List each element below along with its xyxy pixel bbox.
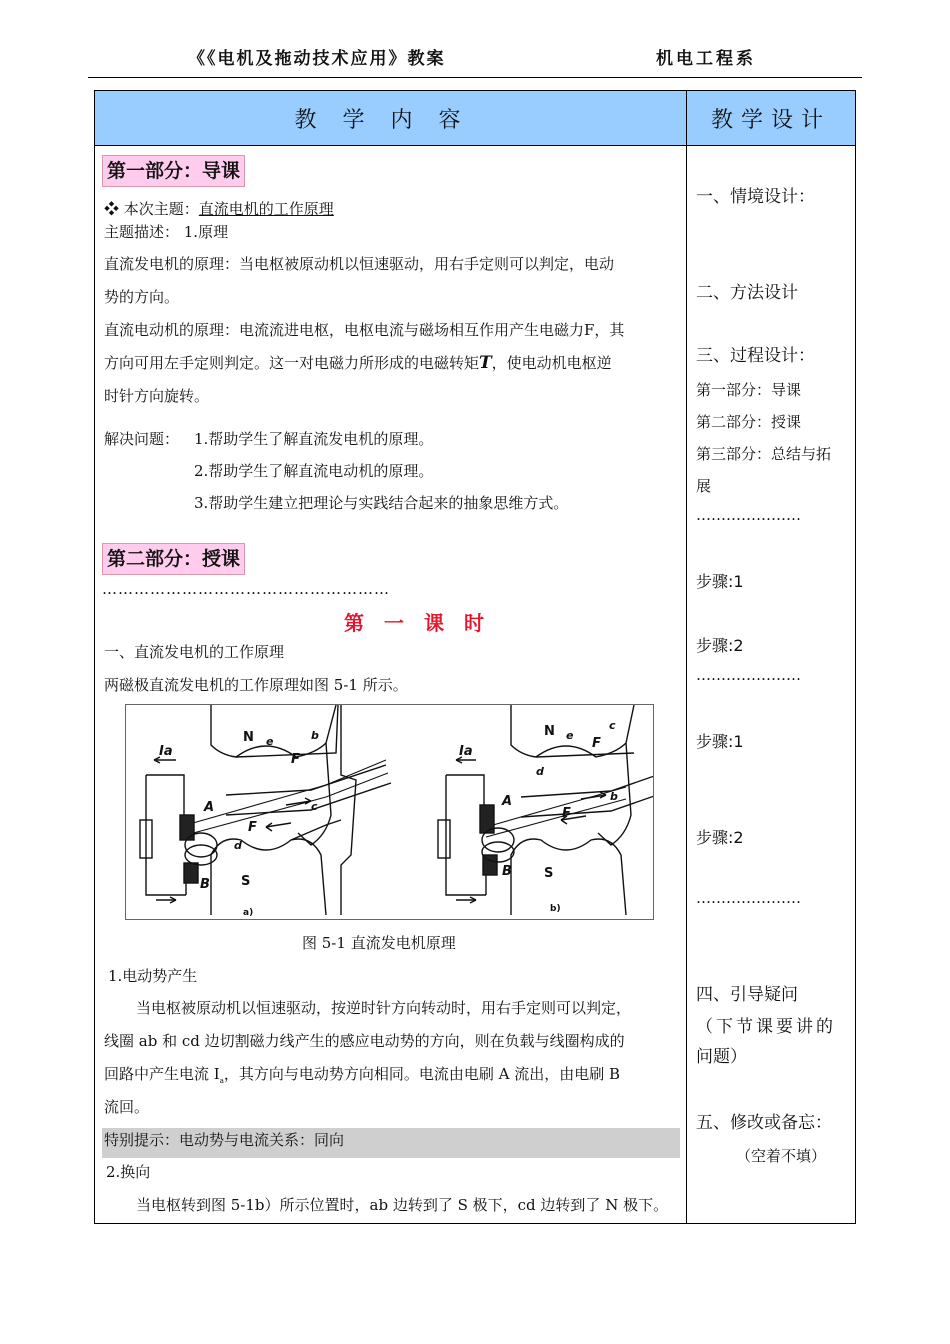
brush-b-label: B: [200, 877, 210, 892]
current-label: Ia: [159, 744, 173, 759]
current-label: Ia: [459, 744, 473, 759]
special-tip: 特别提示：电动势与电流关系：同向: [104, 1131, 345, 1149]
notes-placeholder: （空着不填）: [736, 1147, 827, 1165]
side-c-label: c: [311, 800, 318, 813]
column-divider: [686, 90, 687, 1224]
generator-principle-line1: 直流发电机的原理：当电枢被原动机以恒速驱动，用右手定则可以判定，电动: [104, 255, 615, 273]
section-heading: 一、直流发电机的工作原理: [104, 643, 285, 661]
motor-principle-text: 方向可用左手定则判定。这一对电磁力所形成的电磁转矩: [104, 354, 480, 372]
motor-principle-line2: [104, 353, 612, 373]
emf-paragraph-line: 当电枢被原动机以恒速驱动，按逆时针方向转动时，用右手定则可以判定，: [136, 999, 632, 1017]
emf-subtitle: 1.电动势产生: [108, 967, 198, 985]
force-label: F: [248, 820, 257, 835]
process-design: 三、过程设计：: [696, 346, 815, 366]
brush-b-label: B: [502, 864, 512, 879]
topic-value: 直流电机的工作原理: [198, 200, 334, 218]
brush-a-label: A: [502, 794, 513, 809]
page-header: [0, 44, 950, 68]
figure-intro: 两磁极直流发电机的工作原理如图 5-1 所示。: [104, 676, 408, 694]
process-item: 第三部分：总结与拓: [696, 445, 832, 463]
force-label: F: [562, 806, 571, 821]
commutation-subtitle: 2.换向: [106, 1163, 151, 1181]
emf-label: e: [266, 735, 274, 748]
process-item: 第一部分：导课: [696, 381, 802, 399]
topic-description: 主题描述： 1.原理: [104, 223, 229, 241]
figure-caption: 图 5-1 直流发电机原理: [302, 934, 456, 952]
side-b-label: b: [311, 729, 319, 742]
department-name: 机电工程系: [656, 49, 756, 69]
generator-principle-line2: 势的方向。: [104, 288, 180, 306]
topic-label: ❖ 本次主题：: [104, 200, 199, 218]
side-d-label: d: [536, 765, 544, 778]
force-label: F: [291, 752, 300, 767]
column-header-content: 教学内容: [95, 91, 686, 146]
dotted-separator: …………………: [696, 506, 801, 524]
part1-title: 第一部分：导课: [102, 155, 245, 187]
commutation-paragraph: 当电枢转到图 5-1b）所示位置时，ab 边转到了 S 极下，cd 边转到了 N 极下。: [136, 1196, 669, 1214]
pole-n-label: N: [544, 724, 555, 739]
side-c-label: c: [609, 719, 616, 732]
side-b-label: b: [610, 790, 618, 803]
emf-text-end: ，其方向与电动势方向相同。电流由电刷 A 流出，由电刷 B: [223, 1065, 621, 1083]
header-rule: [88, 77, 862, 78]
motor-principle-line1: 直流电动机的原理：电流流进电枢，电枢电流与磁场相互作用产生电磁力F，其: [104, 321, 625, 339]
dc-generator-diagram: [126, 705, 653, 919]
subfigure-a-label: a): [243, 908, 254, 918]
subfigure-b-label: b): [550, 904, 561, 914]
motor-principle-text-end: ，使电动机电枢逆: [491, 354, 612, 372]
step-label: 步骤:2: [696, 828, 744, 847]
step-label: 步骤:2: [696, 636, 744, 655]
document-title: 《《电机及拖动技术应用》教案: [188, 49, 446, 69]
dc-generator-figure: [125, 704, 654, 920]
solve-item: 2.帮助学生了解直流电动机的原理。: [194, 462, 434, 480]
guide-questions-line: 问题）: [696, 1047, 747, 1067]
dotted-separator: …………………: [696, 889, 801, 907]
emf-label: e: [566, 729, 574, 742]
brush-a-label: A: [204, 800, 215, 815]
column-header-design: 教学设计: [687, 91, 855, 146]
force-label: F: [592, 736, 601, 751]
dotted-separator: …………………: [696, 666, 801, 684]
emf-paragraph-line: [104, 1064, 620, 1091]
solve-label: 解决问题：: [104, 430, 180, 448]
solve-item: 1.帮助学生了解直流发电机的原理。: [194, 430, 434, 448]
process-item: 展: [696, 477, 712, 495]
step-label: 步骤:1: [696, 572, 744, 591]
method-design: 二、方法设计: [696, 283, 798, 303]
dotted-separator: ………………………………………………: [102, 580, 390, 598]
pole-s-label: S: [544, 866, 554, 881]
notes-title: 五、修改或备忘：: [696, 1113, 832, 1133]
step-label: 步骤:1: [696, 732, 744, 751]
torque-symbol: T: [479, 353, 492, 373]
current-subscript: a: [219, 1077, 224, 1085]
part2-title: 第二部分：授课: [102, 543, 245, 575]
pole-n-label: N: [243, 730, 254, 745]
solve-item: 3.帮助学生建立把理论与实践结合起来的抽象思维方式。: [194, 494, 569, 512]
pole-s-label: S: [241, 874, 251, 889]
side-d-label: d: [234, 839, 242, 852]
emf-text: 回路中产生电流 I: [104, 1065, 220, 1083]
process-item: 第二部分：授课: [696, 413, 802, 431]
emf-paragraph-line: 流回。: [104, 1098, 150, 1116]
guide-questions-title: 四、引导疑问: [696, 985, 798, 1005]
motor-principle-line3: 时针方向旋转。: [104, 387, 210, 405]
scenario-design: 一、情境设计：: [696, 187, 815, 207]
emf-paragraph-line: 线圈 ab 和 cd 边切割磁力线产生的感应电动势的方向，则在负载与线圈构成的: [104, 1032, 625, 1050]
topic-line: [104, 199, 334, 219]
guide-questions-line: （下节课要讲的: [696, 1017, 836, 1037]
lesson-title: 第一课时: [344, 611, 504, 635]
